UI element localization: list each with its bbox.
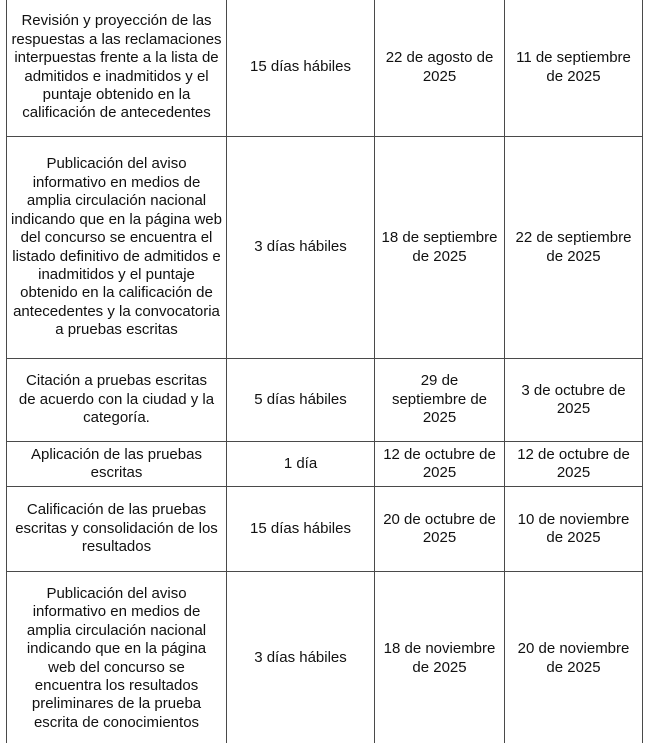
duration-cell: 15 días hábiles <box>227 0 375 137</box>
end-date-cell: 10 de noviembre de 2025 <box>505 487 643 572</box>
activity-cell: Aplicación de las pruebas escritas <box>7 442 227 487</box>
table-row <box>7 572 643 743</box>
duration-cell: 15 días hábiles <box>227 487 375 572</box>
duration-cell: 3 días hábiles <box>227 572 375 743</box>
activity-cell: Revisión y proyección de las respuestas a las reclamaciones interpuestas frente a la lista de admitidos e inadmitidos y el puntaje obtenido en la calificación de antecedentes <box>7 0 227 137</box>
start-date-cell: 12 de octubre de 2025 <box>375 442 505 487</box>
start-date-cell: 18 de noviembre de 2025 <box>375 572 505 743</box>
schedule-table <box>6 0 643 743</box>
start-date-cell: 29 de septiembre de 2025 <box>375 359 505 442</box>
table-row <box>7 137 643 359</box>
activity-cell: Calificación de las pruebas escritas y consolidación de los resultados <box>7 487 227 572</box>
end-date-cell: 20 de noviembre de 2025 <box>505 572 643 743</box>
start-date-cell: 22 de agosto de 2025 <box>375 0 505 137</box>
table-row <box>7 359 643 442</box>
end-date-cell: 22 de septiembre de 2025 <box>505 137 643 359</box>
table-row <box>7 442 643 487</box>
end-date-cell: 11 de septiembre de 2025 <box>505 0 643 137</box>
activity-cell: Publicación del aviso informativo en medios de amplia circulación nacional indicando que en la página web del concurso se encuentra el listado definitivo de admitidos e inadmitidos y el puntaje obtenido en la calificación de antecedentes y la convocatoria a pruebas escritas <box>7 137 227 359</box>
activity-cell: Publicación del aviso informativo en medios de amplia circulación nacional indicando que en la página web del concurso se encuentra los resultados preliminares de la prueba escrita de conocimientos <box>7 572 227 743</box>
activity-cell: Citación a pruebas escritas de acuerdo con la ciudad y la categoría. <box>7 359 227 442</box>
table-row <box>7 0 643 137</box>
end-date-cell: 3 de octubre de 2025 <box>505 359 643 442</box>
duration-cell: 1 día <box>227 442 375 487</box>
start-date-cell: 18 de septiembre de 2025 <box>375 137 505 359</box>
duration-cell: 5 días hábiles <box>227 359 375 442</box>
start-date-cell: 20 de octubre de 2025 <box>375 487 505 572</box>
table-row <box>7 487 643 572</box>
duration-cell: 3 días hábiles <box>227 137 375 359</box>
end-date-cell: 12 de octubre de 2025 <box>505 442 643 487</box>
